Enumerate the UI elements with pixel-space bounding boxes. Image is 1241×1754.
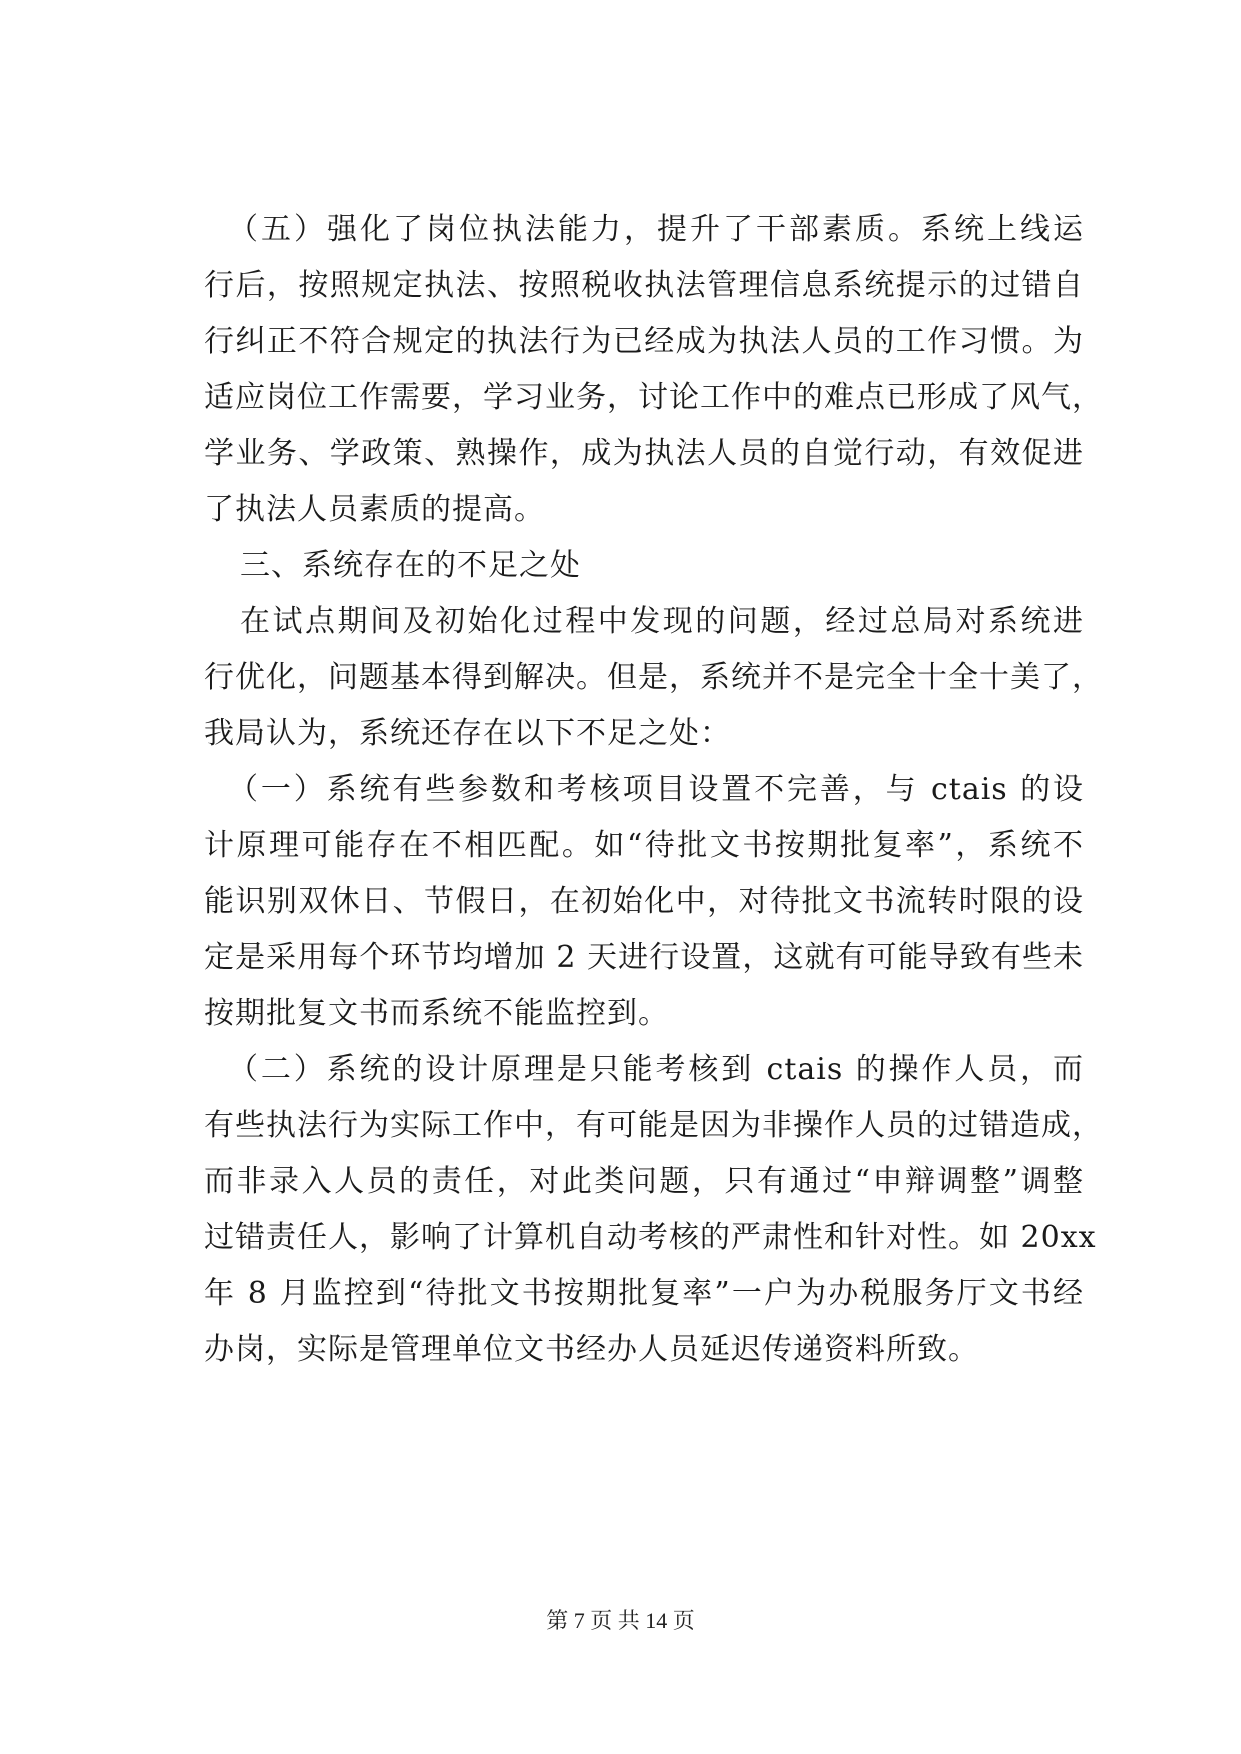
item-2-line-1: （二）系统的设计原理是只能考核到 ctais 的操作人员，而	[228, 1052, 1084, 1087]
section-3-heading: 三、系统存在的不足之处	[240, 548, 581, 583]
paragraph-5-line-2: 行后，按照规定执法、按照税收执法管理信息系统提示的过错自	[204, 268, 1084, 303]
intro-line-3: 我局认为，系统还存在以下不足之处：	[204, 716, 731, 751]
item-2-line-6: 办岗，实际是管理单位文书经办人员延迟传递资料所致。	[204, 1332, 979, 1367]
intro-line-1: 在试点期间及初始化过程中发现的问题，经过总局对系统进	[240, 604, 1084, 639]
item-1-line-4: 定是采用每个环节均增加 2 天进行设置，这就有可能导致有些未	[204, 940, 1084, 975]
item-1-line-5: 按期批复文书而系统不能监控到。	[204, 996, 669, 1031]
item-1-line-1: （一）系统有些参数和考核项目设置不完善，与 ctais 的设	[228, 772, 1084, 807]
paragraph-5-line-1: （五）强化了岗位执法能力，提升了干部素质。系统上线运	[228, 212, 1084, 247]
item-1-line-2: 计原理可能存在不相匹配。如“待批文书按期批复率”，系统不	[204, 828, 1084, 863]
paragraph-5-line-5: 学业务、学政策、熟操作，成为执法人员的自觉行动，有效促进	[204, 436, 1084, 471]
paragraph-5-line-6: 了执法人员素质的提高。	[204, 492, 545, 527]
item-2-line-5: 年 8 月监控到“待批文书按期批复率”一户为办税服务厅文书经	[204, 1276, 1084, 1311]
intro-line-2: 行优化，问题基本得到解决。但是，系统并不是完全十全十美了，	[204, 660, 1103, 695]
item-2-line-2: 有些执法行为实际工作中，有可能是因为非操作人员的过错造成，	[204, 1108, 1103, 1143]
item-2-line-3: 而非录入人员的责任，对此类问题，只有通过“申辩调整”调整	[204, 1164, 1084, 1199]
paragraph-5-line-3: 行纠正不符合规定的执法行为已经成为执法人员的工作习惯。为	[204, 324, 1084, 359]
item-2-line-4: 过错责任人，影响了计算机自动考核的严肃性和针对性。如 20xx	[204, 1220, 1097, 1255]
paragraph-5-line-4: 适应岗位工作需要，学习业务，讨论工作中的难点已形成了风气，	[204, 380, 1103, 415]
item-1-line-3: 能识别双休日、节假日，在初始化中，对待批文书流转时限的设	[204, 884, 1084, 919]
page-footer: 第 7 页 共 14 页	[546, 1608, 695, 1633]
